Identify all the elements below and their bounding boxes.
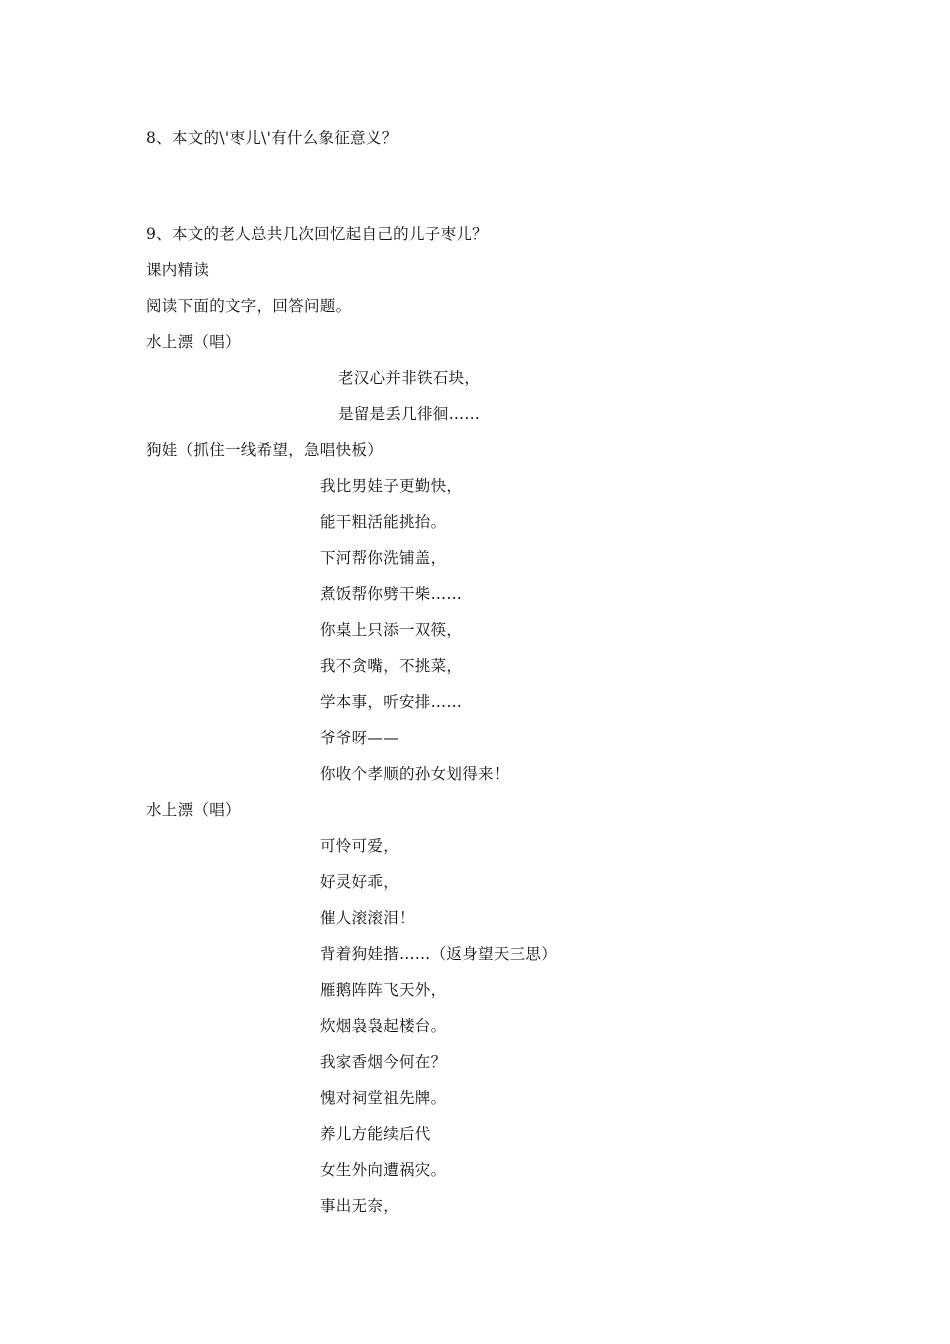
question-9: 9、本文的老人总共几次回忆起自己的儿子枣儿？ — [146, 225, 488, 243]
verse-line: 煮饭帮你劈干柴…… — [320, 585, 463, 603]
verse-line: 我不贪嘴，不挑菜， — [320, 657, 463, 675]
speaker-gouwa: 狗娃（抓住一线希望，急唱快板） — [146, 441, 384, 459]
verse-line: 学本事，听安排…… — [320, 693, 463, 711]
verse-line: 能干粗活能挑抬。 — [320, 513, 447, 531]
verse-line: 女生外向遭祸灾。 — [320, 1161, 447, 1179]
verse-line: 好灵好乖， — [320, 873, 400, 891]
verse-line: 我家香烟今何在？ — [320, 1053, 447, 1071]
verse-line: 你桌上只添一双筷， — [320, 621, 463, 639]
verse-line: 老汉心并非铁石块， — [338, 369, 481, 387]
verse-line: 愧对祠堂祖先牌。 — [320, 1089, 447, 1107]
speaker-shuishangpiao-2: 水上漂（唱） — [146, 801, 241, 819]
verse-line: 催人滚滚泪！ — [320, 909, 415, 927]
verse-line: 事出无奈， — [320, 1197, 400, 1215]
verse-line: 你收个孝顺的孙女划得来！ — [320, 765, 510, 783]
section-title: 课内精读 — [146, 261, 210, 279]
verse-line: 是留是丢几徘徊…… — [338, 405, 481, 423]
verse-line: 爷爷呀—— — [320, 729, 400, 747]
verse-line: 背着狗娃揩……（返身望天三思） — [320, 945, 558, 963]
speaker-shuishangpiao-1: 水上漂（唱） — [146, 333, 241, 351]
verse-line: 可怜可爱， — [320, 837, 400, 855]
verse-line: 下河帮你洗铺盖， — [320, 549, 447, 567]
reading-instruction: 阅读下面的文字，回答问题。 — [146, 297, 352, 315]
verse-line: 养儿方能续后代 — [320, 1125, 431, 1143]
question-8: 8、本文的\'枣儿\'有什么象征意义？ — [146, 129, 398, 147]
verse-line: 雁鹅阵阵飞天外， — [320, 981, 447, 999]
verse-line: 我比男娃子更勤快， — [320, 477, 463, 495]
verse-line: 炊烟袅袅起楼台。 — [320, 1017, 447, 1035]
